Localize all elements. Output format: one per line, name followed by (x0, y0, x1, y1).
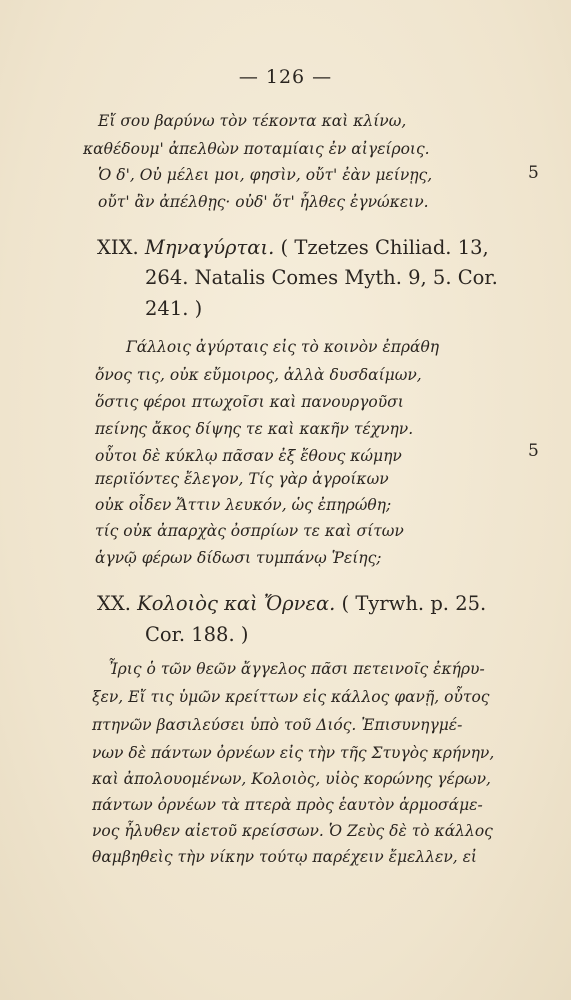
poem-top-line-4: οὔτ' ἂν ἀπέλθῃς· οὐδ' ὅτ' ἦλθες ἐγνώκειν. (98, 193, 429, 211)
fable-19-line-7: οὐκ οἶδεν Ἄττιν λευκόν, ὡς ἐπηρώθη; (95, 496, 392, 514)
fable-19-line-5: οὗτοι δὲ κύκλῳ πᾶσαν ἐξ ἔθους κώμην (95, 447, 402, 465)
fable-20-line-7: νος ἦλυθεν αἰετοῦ κρείσσων. Ὁ Ζεὺς δὲ τὸ κάλλος (92, 822, 493, 840)
fable-20-line-1: Ἶρις ὁ τῶν θεῶν ἄγγελος πᾶσι πετεινοῖς ἐκήρυ- (108, 660, 485, 678)
fable-20-line-5: καὶ ἀπολουομένων, Κολοιὸς, υἱὸς κορώνης γέρων, (92, 770, 491, 788)
fable-19-line-8: τίς οὐκ ἀπαρχὰς ὀσπρίων τε καὶ σίτων (95, 522, 404, 540)
fable-20-line-8: θαμβηθεὶς τὴν νίκην τούτῳ παρέχειν ἔμελλεν, εἰ (92, 848, 478, 866)
fable-20-line-4: νων δὲ πάντων ὀρνέων εἰς τὴν τῆς Στυγὸς κρήνην, (92, 744, 495, 762)
fable-19-line-4: πείνης ἄκος δίψης τε καὶ κακῆν τέχνην. (95, 420, 414, 438)
fable-20-numeral: XX. (97, 592, 131, 615)
fable-19-numeral: XIX. (97, 236, 139, 259)
fable-19-reference-line-3: 241. ) (145, 297, 203, 320)
fable-20-line-2: ξεν, Εἴ τις ὑμῶν κρείττων εἰς κάλλος φανῇ, οὗτος (92, 688, 490, 706)
fable-20-title: Κολοιὸς καὶ Ὄρνεα. (137, 592, 336, 615)
fable-19-line-9: ἁγνῷ φέρων δίδωσι τυμπάνῳ Ῥείης; (95, 549, 382, 567)
fable-20-line-3: πτηνῶν βασιλεύσει ὑπὸ τοῦ Διός. Ἐπισυνηγμέ- (92, 716, 463, 734)
fable-19-heading (97, 236, 489, 259)
fable-20-heading (97, 592, 486, 615)
line-number: 5 (528, 441, 539, 461)
fable-19-line-3: ὅστις φέροι πτωχοῖσι καὶ πανουργοῦσι (95, 393, 404, 411)
fable-20-reference: ( Tyrwh. p. 25. (341, 592, 487, 615)
page-number: — 126 — (238, 66, 333, 88)
poem-top-line-2: καθέδουμ' ἀπελθὼν ποταμίαις ἐν αἰγείροις. (83, 140, 430, 158)
fable-19-reference-line-2: 264. Natalis Comes Myth. 9, 5. Cor. (145, 266, 498, 289)
line-number: 5 (528, 163, 539, 183)
fable-20-reference-line-2: Cor. 188. ) (145, 623, 249, 646)
fable-19-line-2: ὄνος τις, οὐκ εὔμοιρος, ἀλλὰ δυσδαίμων, (95, 366, 422, 384)
poem-top-line-3: Ὁ δ', Οὐ μέλει μοι, φησὶν, οὔτ' ἐὰν μείνῃς, (98, 166, 433, 184)
fable-19-line-1: Γάλλοις ἀγύρταις εἰς τὸ κοινὸν ἐπράθη (126, 338, 440, 356)
poem-top-line-1: Εἴ σου βαρύνω τὸν τέκοντα καὶ κλίνω, (98, 112, 407, 130)
fable-19-line-6: περιϊόντες ἔλεγον, Τίς γὰρ ἀγροίκων (95, 470, 389, 488)
fable-19-reference: ( Tzetzes Chiliad. 13, (280, 236, 489, 259)
fable-20-line-6: πάντων ὀρνέων τὰ πτερὰ πρὸς ἑαυτὸν ἁρμοσάμε- (92, 796, 483, 814)
fable-19-title: Μηναγύρται. (144, 236, 275, 259)
